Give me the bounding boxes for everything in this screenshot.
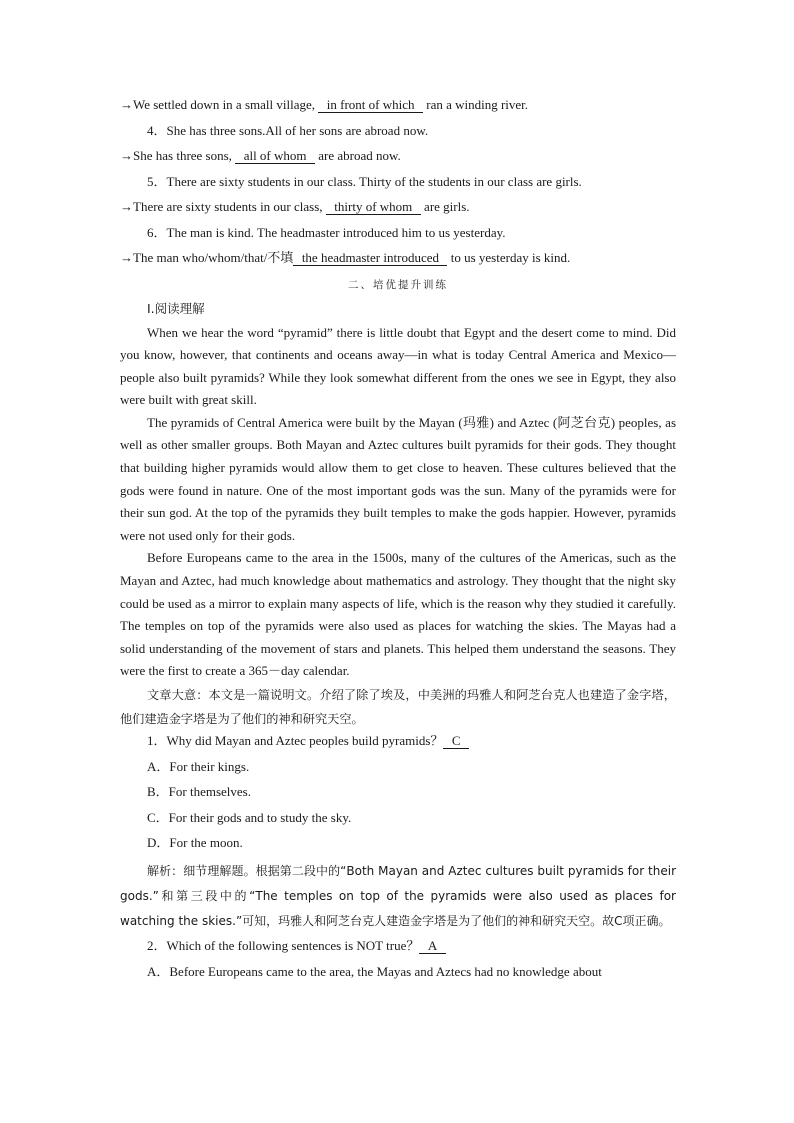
reading-paragraph: The pyramids of Central America were built by the Mayan (玛雅) and Aztec (阿芝台克) peoples, as well as other smaller groups. Both Mayan and Aztec cultures built pyramids for their gods. They thought that building higher pyramids would allow them to get close to heaven. These cultures believed that the gods were found in nature. One of the most important gods was the sun. Many of the pyramids were for their sun god. At the top of the pyramids they built temples to make the gods happier. However, pyramids were not used only for their gods. xyxy=(120,414,676,543)
sentence-text: →There are sixty students in our class, xyxy=(120,199,326,214)
sentence-text: →The man who/whom/that/不填 xyxy=(120,250,294,265)
transform-line xyxy=(120,121,676,147)
answer-blank: the headmaster introduced xyxy=(295,250,446,265)
reading-paragraph: When we hear the word “pyramid” there is little doubt that Egypt and the desert come to mind. Did you know, however, that continents and oceans away—in what is today Central America and Mexico—people also built pyramids? While they look somewhat different from the ones we see in Egypt, they also were built with great skill. xyxy=(120,324,676,408)
part-label: Ⅰ.阅读理解 xyxy=(147,300,205,316)
question-stem xyxy=(120,731,676,757)
answer-blank: in front of which xyxy=(320,97,421,112)
sentence-text: 6．The man is kind. The headmaster introduced him to us yesterday. xyxy=(147,224,506,240)
option-b: B．For themselves. xyxy=(147,784,251,799)
reading-paragraph: Before Europeans came to the area in the 1500s, many of the cultures of the Americas, such as the Mayan and Aztec, had much knowledge about mathematics and astrology. They thought that the night sky could be used as a mirror to explain many aspects of life, which is the reason why they studied it carefully. The temples on top of the pyramids were also used as places for watching the skies. The Mayas had a solid understanding of the movement of stars and planets. This helped them understand the seasons. They were the first to create a 365－day calendar. xyxy=(120,550,676,679)
explanation-text: 解析：细节理解题。根据第二段中的“Both Mayan and Aztec cultures built pyramids for their gods.”和第三段中的“The temples on top of the pyramids were also used as places for watching the skies.”可知，玛雅人和阿芝台克人建造金字塔是为了他们的神和研究天空。故C项正确。 xyxy=(120,863,676,928)
transform-line xyxy=(120,172,676,198)
sentence-text: 4．She has three sons.All of her sons are abroad now. xyxy=(147,122,429,138)
option-c: C．For their gods and to study the sky. xyxy=(147,809,352,825)
document-content xyxy=(120,95,676,987)
transform-line xyxy=(120,95,676,121)
answer-blank: C xyxy=(445,733,468,748)
sentence-text: →We settled down in a small village, xyxy=(120,97,319,112)
option-d: D．For the moon. xyxy=(147,835,243,850)
transform-line xyxy=(120,223,676,249)
answer-blank: all of whom xyxy=(237,148,314,163)
section-title: 二、培优提升训练 xyxy=(348,278,448,291)
sentence-text: are abroad now. xyxy=(315,148,401,163)
sentence-text: 5．There are sixty students in our class. Thirty of the students in our class are girls. xyxy=(147,173,582,189)
sentence-text: are girls. xyxy=(420,199,470,214)
sentence-text: ran a winding river. xyxy=(422,97,529,112)
question-stem xyxy=(120,936,676,962)
option-a: A．For their kings. xyxy=(147,758,250,774)
transform-line xyxy=(120,146,676,172)
answer-blank: thirty of whom xyxy=(327,199,419,214)
transform-line xyxy=(120,197,676,223)
question-text: 1．Why did Mayan and Aztec peoples build pyramids？ xyxy=(147,733,444,748)
sentence-text: to us yesterday is kind. xyxy=(447,250,571,265)
sentence-text: →She has three sons, xyxy=(120,148,236,163)
answer-blank: A xyxy=(421,938,444,954)
transform-line xyxy=(120,248,676,274)
summary-text: 文章大意：本文是一篇说明文。介绍了除了埃及，中美洲的玛雅人和阿芝台克人也建造了金字塔，他们建造金字塔是为了他们的神和研究天空。 xyxy=(120,688,676,726)
question-text: 2．Which of the following sentences is NOT true？ xyxy=(147,938,420,954)
option-a: A．Before Europeans came to the area, the Mayas and Aztecs had no knowledge about xyxy=(147,963,602,979)
